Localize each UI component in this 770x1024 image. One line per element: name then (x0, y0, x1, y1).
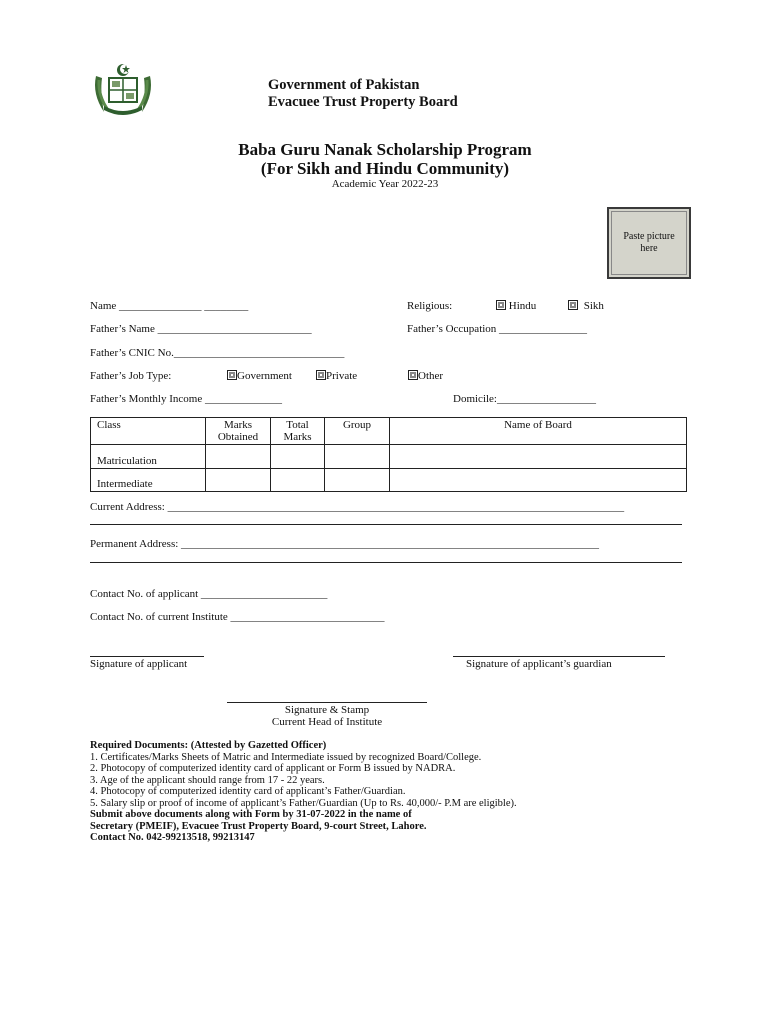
header-marks-obtained: Marks Obtained (206, 418, 271, 445)
stamp-line-1: Signature & Stamp (284, 704, 370, 716)
document-item: 4. Photocopy of computerized identity card of applicant’s Father/Guardian. (90, 786, 406, 797)
applicant-signature-line[interactable] (90, 656, 204, 657)
header-total-marks: Total Marks (271, 418, 325, 445)
table-cell[interactable] (390, 445, 687, 469)
title-line-1: Baba Guru Nanak Scholarship Program (238, 140, 532, 159)
row-label-intermediate: Intermediate (91, 469, 206, 492)
other-checkbox[interactable] (408, 370, 418, 380)
private-option[interactable] (316, 370, 357, 382)
stamp-line-2: Current Head of Institute (271, 716, 383, 728)
sikh-option[interactable] (568, 300, 604, 312)
table-cell[interactable] (390, 469, 687, 492)
name-field[interactable]: Name _______________ ________ (90, 300, 249, 312)
permanent-address-field[interactable]: Permanent Address: ____________________________________________________________________________ (90, 538, 600, 550)
guardian-signature-label: Signature of applicant’s guardian (466, 658, 612, 670)
academic-year: Academic Year 2022-23 (331, 178, 439, 190)
contact-institute-field[interactable]: Contact No. of current Institute ____________________________ (90, 611, 385, 623)
submit-line-1: Submit above documents along with Form by 31-07-2022 in the name of (90, 809, 412, 820)
submit-line-2: Secretary (PMEIF), Evacuee Trust Property Board, 9-court Street, Lahore. (90, 820, 427, 832)
domicile-field[interactable]: Domicile:__________________ (453, 393, 596, 405)
table-cell[interactable] (206, 469, 271, 492)
document-item: 2. Photocopy of computerized identity card of applicant or Form B issued by NADRA. (90, 763, 456, 774)
table-cell[interactable] (271, 469, 325, 492)
form-title (0, 140, 770, 178)
photo-box-text: Paste picture here (623, 231, 675, 254)
sikh-checkbox[interactable] (568, 300, 578, 310)
table-cell[interactable] (206, 445, 271, 469)
hindu-label: Hindu (508, 300, 537, 312)
applicant-signature-label: Signature of applicant (90, 658, 188, 670)
hindu-checkbox[interactable] (496, 300, 506, 310)
hindu-option[interactable] (496, 300, 536, 312)
other-option[interactable] (408, 370, 443, 382)
org-line-1: Government of Pakistan (268, 77, 420, 93)
father-occupation-field[interactable]: Father’s Occupation ________________ (407, 323, 588, 335)
row-label-matriculation: Matriculation (91, 445, 206, 469)
table-row[interactable] (91, 445, 687, 469)
head-signature-label (227, 704, 427, 728)
guardian-signature-line[interactable] (453, 656, 665, 657)
documents-heading: Required Documents: (Attested by Gazetted Officer) (90, 740, 327, 751)
government-label: Government (237, 370, 292, 382)
header-class: Class (91, 418, 206, 445)
table-header-row (91, 418, 687, 445)
current-address-field[interactable]: Current Address: ___________________________________________________________________________________ (90, 501, 625, 513)
required-documents (90, 740, 517, 844)
photo-box[interactable] (607, 207, 691, 279)
org-line-2: Evacuee Trust Property Board (268, 94, 458, 110)
document-item: 5. Salary slip or proof of income of applicant’s Father/Guardian (Up to Rs. 40,000/- P.M are eligible). (90, 797, 517, 809)
table-cell[interactable] (271, 445, 325, 469)
table-cell[interactable] (325, 469, 390, 492)
document-item: 1. Certificates/Marks Sheets of Matric and Intermediate issued by recognized Board/College. (90, 751, 482, 763)
contact-numbers: Contact No. 042-99213518, 99213147 (90, 832, 255, 843)
private-checkbox[interactable] (316, 370, 326, 380)
sikh-label: Sikh (583, 300, 604, 312)
header-group: Group (325, 418, 390, 445)
marks-table (90, 417, 687, 492)
private-label: Private (326, 370, 358, 382)
government-checkbox[interactable] (227, 370, 237, 380)
father-cnic-field[interactable]: Father’s CNIC No._______________________________ (90, 347, 345, 359)
father-name-field[interactable]: Father’s Name ____________________________ (90, 323, 312, 335)
divider (90, 562, 682, 563)
government-option[interactable] (227, 370, 292, 382)
title-line-2: (For Sikh and Hindu Community) (260, 159, 510, 178)
divider (90, 524, 682, 525)
head-signature-line[interactable] (227, 702, 427, 703)
document-item: 3. Age of the applicant should range from 17 - 22 years. (90, 774, 325, 786)
crescent-star-icon (117, 64, 130, 76)
monthly-income-field[interactable]: Father’s Monthly Income ______________ (90, 393, 282, 405)
other-label: Other (418, 370, 444, 382)
table-cell[interactable] (325, 445, 390, 469)
contact-applicant-field[interactable]: Contact No. of applicant _______________________ (90, 588, 328, 600)
table-row[interactable] (91, 469, 687, 492)
organization-name (268, 77, 458, 111)
job-type-label: Father’s Job Type: (90, 370, 172, 382)
pakistan-emblem-icon (90, 62, 156, 118)
religious-label: Religious: (407, 300, 453, 312)
header-name-of-board: Name of Board (390, 418, 687, 445)
